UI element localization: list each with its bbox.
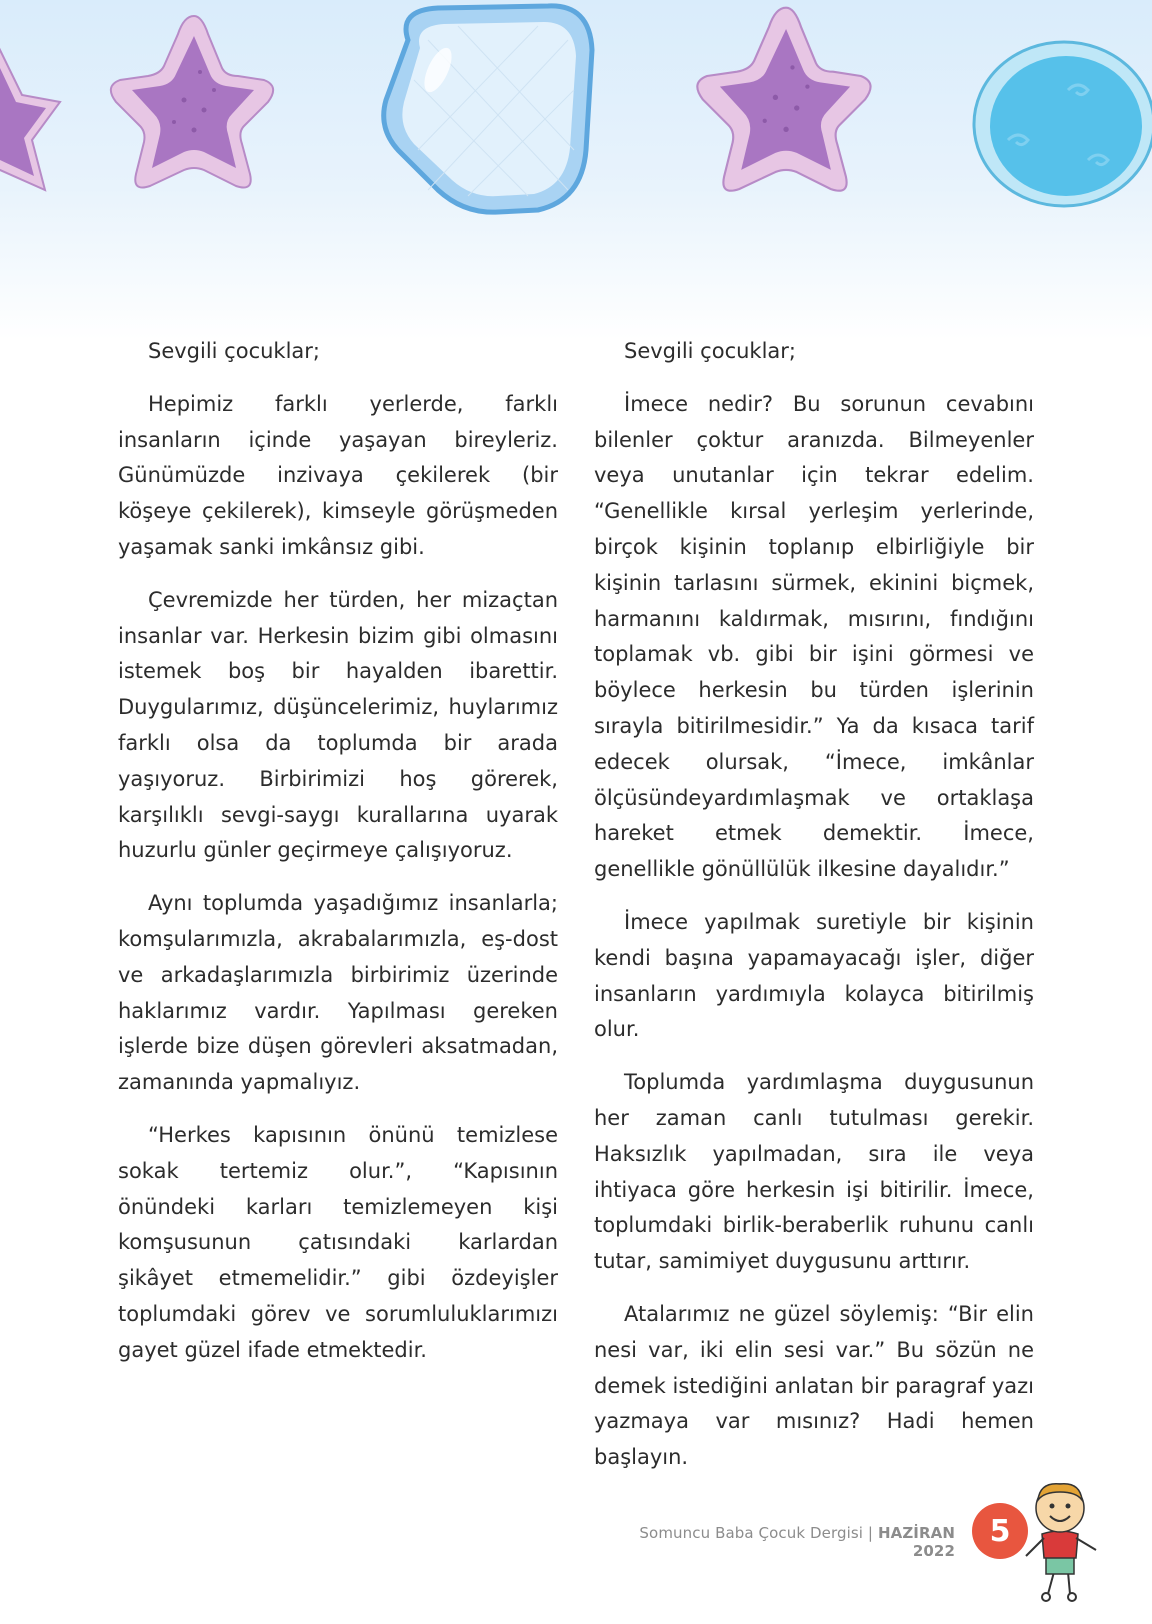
jelly-square-decoration bbox=[378, 0, 600, 218]
left-paragraph: Hepimiz farklı yerlerde, farklı insanların içinde yaşayan bireyleriz. Günümüzde inzivaya çekilerek (bir köşeye çekilerek), kimseyle görüşmeden yaşamak sanki imkânsız gibi. bbox=[118, 391, 558, 559]
footer bbox=[600, 1524, 955, 1560]
left-paragraph: Aynı toplumda yaşadığımız insanlarla; komşularımızla, akrabalarımızla, eş-dost ve arkadaşlarımızla birbirimiz üzerinde haklarımız vardır. Yapılması gereken işlerde bize düşen görevleri aksatmadan, zamanında yapmalıyız. bbox=[118, 891, 558, 1095]
right-greeting: Sevgili çocuklar; bbox=[624, 339, 797, 363]
footer-separator: | bbox=[867, 1524, 874, 1542]
right-paragraph: İmece nedir? Bu sorunun cevabını bilenler çoktur aranızda. Bilmeyenler veya unutanlar için tekrar edelim. “Genellikle kırsal yerleşim yerlerinde, birçok kişinin toplanıp elbirliğiyle bir kişinin tarlasını sürmek, ekinini biçmek, harmanını kaldırmak, mısırını, fındığını toplamak vb. gibi bir işini görmesi ve böylece herkesin bu türden işlerinin sırayla bitirilmesidir.” Ya da kısaca tarif edecek olursak, “İmece, imkânlar ölçüsündeyardımlaşmak ve ortaklaşa hareket etmek demektir. İmece, genellikle gönüllülük ilkesine dayalıdır.” bbox=[594, 391, 1034, 882]
left-greeting: Sevgili çocuklar; bbox=[148, 339, 321, 363]
cartoon-kid-icon bbox=[1020, 1476, 1132, 1604]
left-paragraph: “Herkes kapısının önünü temizlese sokak tertemiz olur.”, “Kapısının önündeki karları temizlemeyen kişi komşusunun çatısındaki karlardan şikâyet etmemelidir.” gibi özdeyişler toplumdaki görev ve sorumluluklarımızı gayet güzel ifade etmektedir. bbox=[118, 1122, 558, 1362]
right-paragraph: Atalarımız ne güzel söylemiş: “Bir elin nesi var, iki elin sesi var.” Bu sözün ne demek istediğini anlatan bir paragraf yazı yazmaya var mısınız? Hadi hemen başlayın. bbox=[594, 1301, 1034, 1470]
water-bubble-decoration bbox=[968, 40, 1152, 210]
starfish-partial-decoration bbox=[0, 40, 70, 240]
starfish-decoration bbox=[104, 10, 282, 195]
page-number: 5 bbox=[972, 1503, 1028, 1559]
right-paragraph: İmece yapılmak suretiyle bir kişinin kendi başına yapamayacağı işler, diğer insanların yardımıyla kolayca bitirilmiş olur. bbox=[594, 909, 1034, 1042]
issue-date: HAZİRAN 2022 bbox=[877, 1524, 955, 1560]
right-column bbox=[594, 334, 1034, 1493]
left-paragraph: Çevremizde her türden, her mizaçtan insanlar var. Herkesin bizim gibi olmasını istemek boş bir hayalden ibarettir. Duygularımız, düşüncelerimiz, huylarımız farklı olsa da toplumda bir arada yaşıyoruz. Birbirimizi hoş görerek, karşılıklı sevgi-saygı kurallarına uyarak huzurlu günler geçirmeye çalışıyoruz. bbox=[118, 587, 558, 863]
right-paragraph: Toplumda yardımlaşma duygusunun her zaman canlı tutulması gerekir. Haksızlık yapılmadan, sıra ile veya ihtiyaca göre herkesin işi bitirilir. İmece, toplumdaki birlik-beraberlik ruhunu canlı tutar, samimiyet duygusunu arttırır. bbox=[594, 1070, 1034, 1274]
left-column bbox=[118, 334, 558, 1386]
magazine-name: Somuncu Baba Çocuk Dergisi bbox=[639, 1524, 864, 1542]
starfish-decoration bbox=[690, 0, 880, 200]
